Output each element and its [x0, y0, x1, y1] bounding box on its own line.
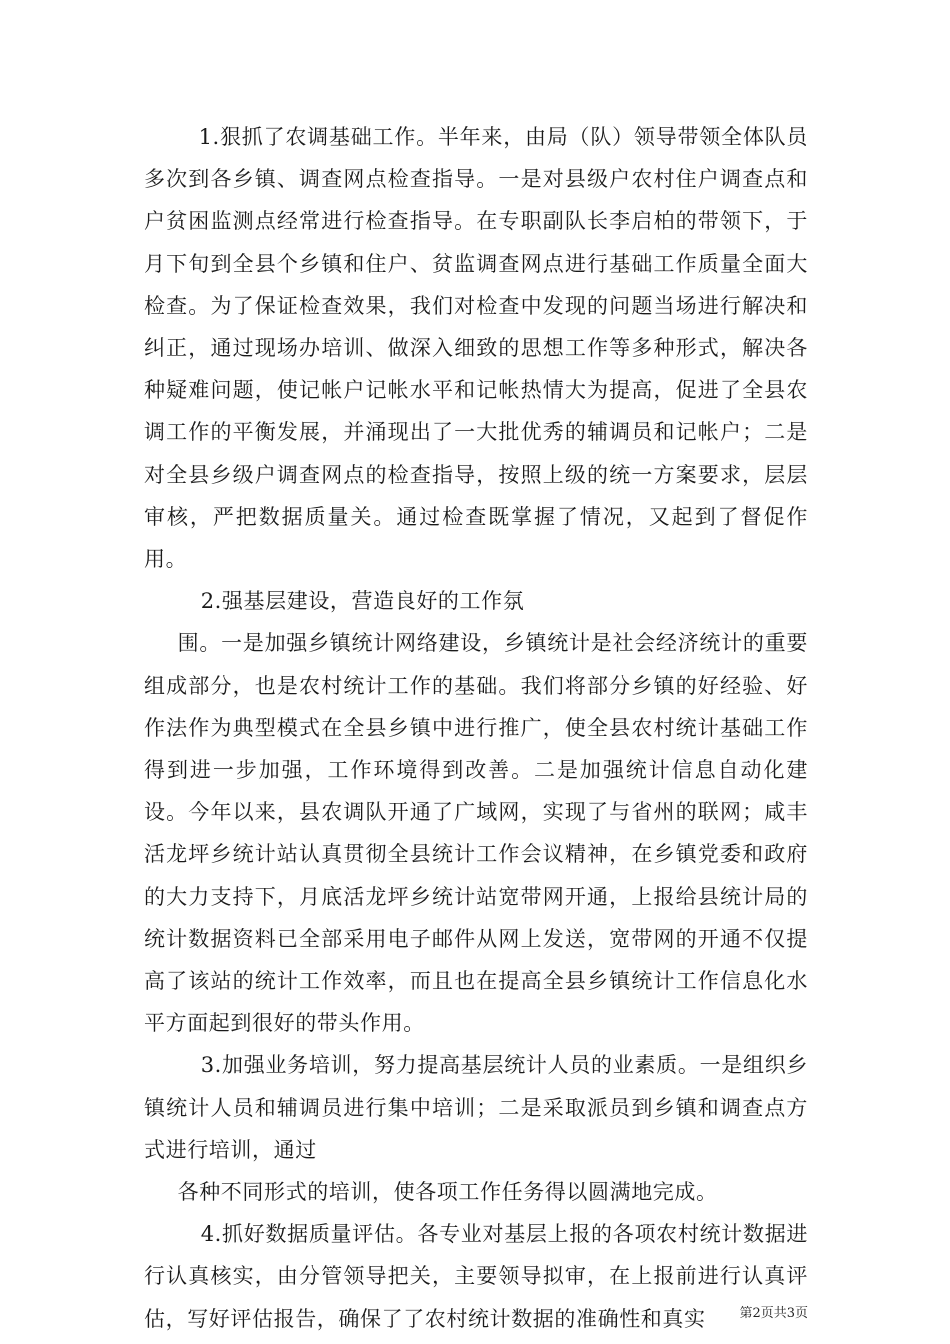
paragraph-data-quality: 4.抓好数据质量评估。各专业对基层上报的各项农村统计数据进行认真核实，由分管领导把关，主要领导拟审，在上报前进行认真评估，写好评估报告，确保了了农村统计数据的准确性和真实	[144, 1222, 808, 1331]
page-number: 第2页共3页	[739, 1306, 808, 1321]
paragraph-training: 3.加强业务培训，努力提高基层统计人员的业素质。一是组织乡镇统计人员和辅调员进行集中培训；二是采取派员到乡镇和调查点方式进行培训，通过	[144, 1053, 808, 1162]
paragraph-grassroots-heading: 2.强基层建设，营造良好的工作氛	[200, 589, 525, 614]
paragraph-grassroots-body: 围。一是加强乡镇统计网络建设，乡镇统计是社会经济统计的重要组成部分，也是农村统计工作的基础。我们将部分乡镇的好经验、好作法作为典型模式在全县乡镇中进行推广，使全县农村统计基础工作得到进一步加强，工作环境得到改善。二是加强统计信息自动化建设。今年以来，县农调队开通了广域网，实现了与省州的联网；咸丰活龙坪乡统计站认真贯彻全县统计工作会议精神，在乡镇党委和政府的大力支持下，月底活龙坪乡统计站宽带网开通，上报给县统计局的统计数据资料已全部采用电子邮件从网上发送，宽带网的开通不仅提高了该站的统计工作效率，而且也在提高全县乡镇统计工作信息化水平方面起到很好的带头作用。	[144, 631, 808, 1036]
paragraph-rural-survey-basics: 1.狠抓了农调基础工作。半年来，由局（队）领导带领全体队员多次到各乡镇、调查网点检查指导。一是对县级户农村住户调查点和户贫困监测点经常进行检查指导。在专职副队长李启柏的带领下，于月下旬到全县个乡镇和住户、贫监调查网点进行基础工作质量全面大检查。为了保证检查效果，我们对检查中发现的问题当场进行解决和纠正，通过现场办培训、做深入细致的思想工作等多种形式，解决各种疑难问题，使记帐户记帐水平和记帐热情大为提高，促进了全县农调工作的平衡发展，并涌现出了一大批优秀的辅调员和记帐户；二是对全县乡级户调查网点的检查指导，按照上级的统一方案要求，层层审核，严把数据质量关。通过检查既掌握了情况，又起到了督促作用。	[144, 125, 808, 572]
paragraph-training-continued: 各种不同形式的培训，使各项工作任务得以圆满地完成。	[177, 1180, 718, 1205]
document-body	[144, 116, 808, 1340]
